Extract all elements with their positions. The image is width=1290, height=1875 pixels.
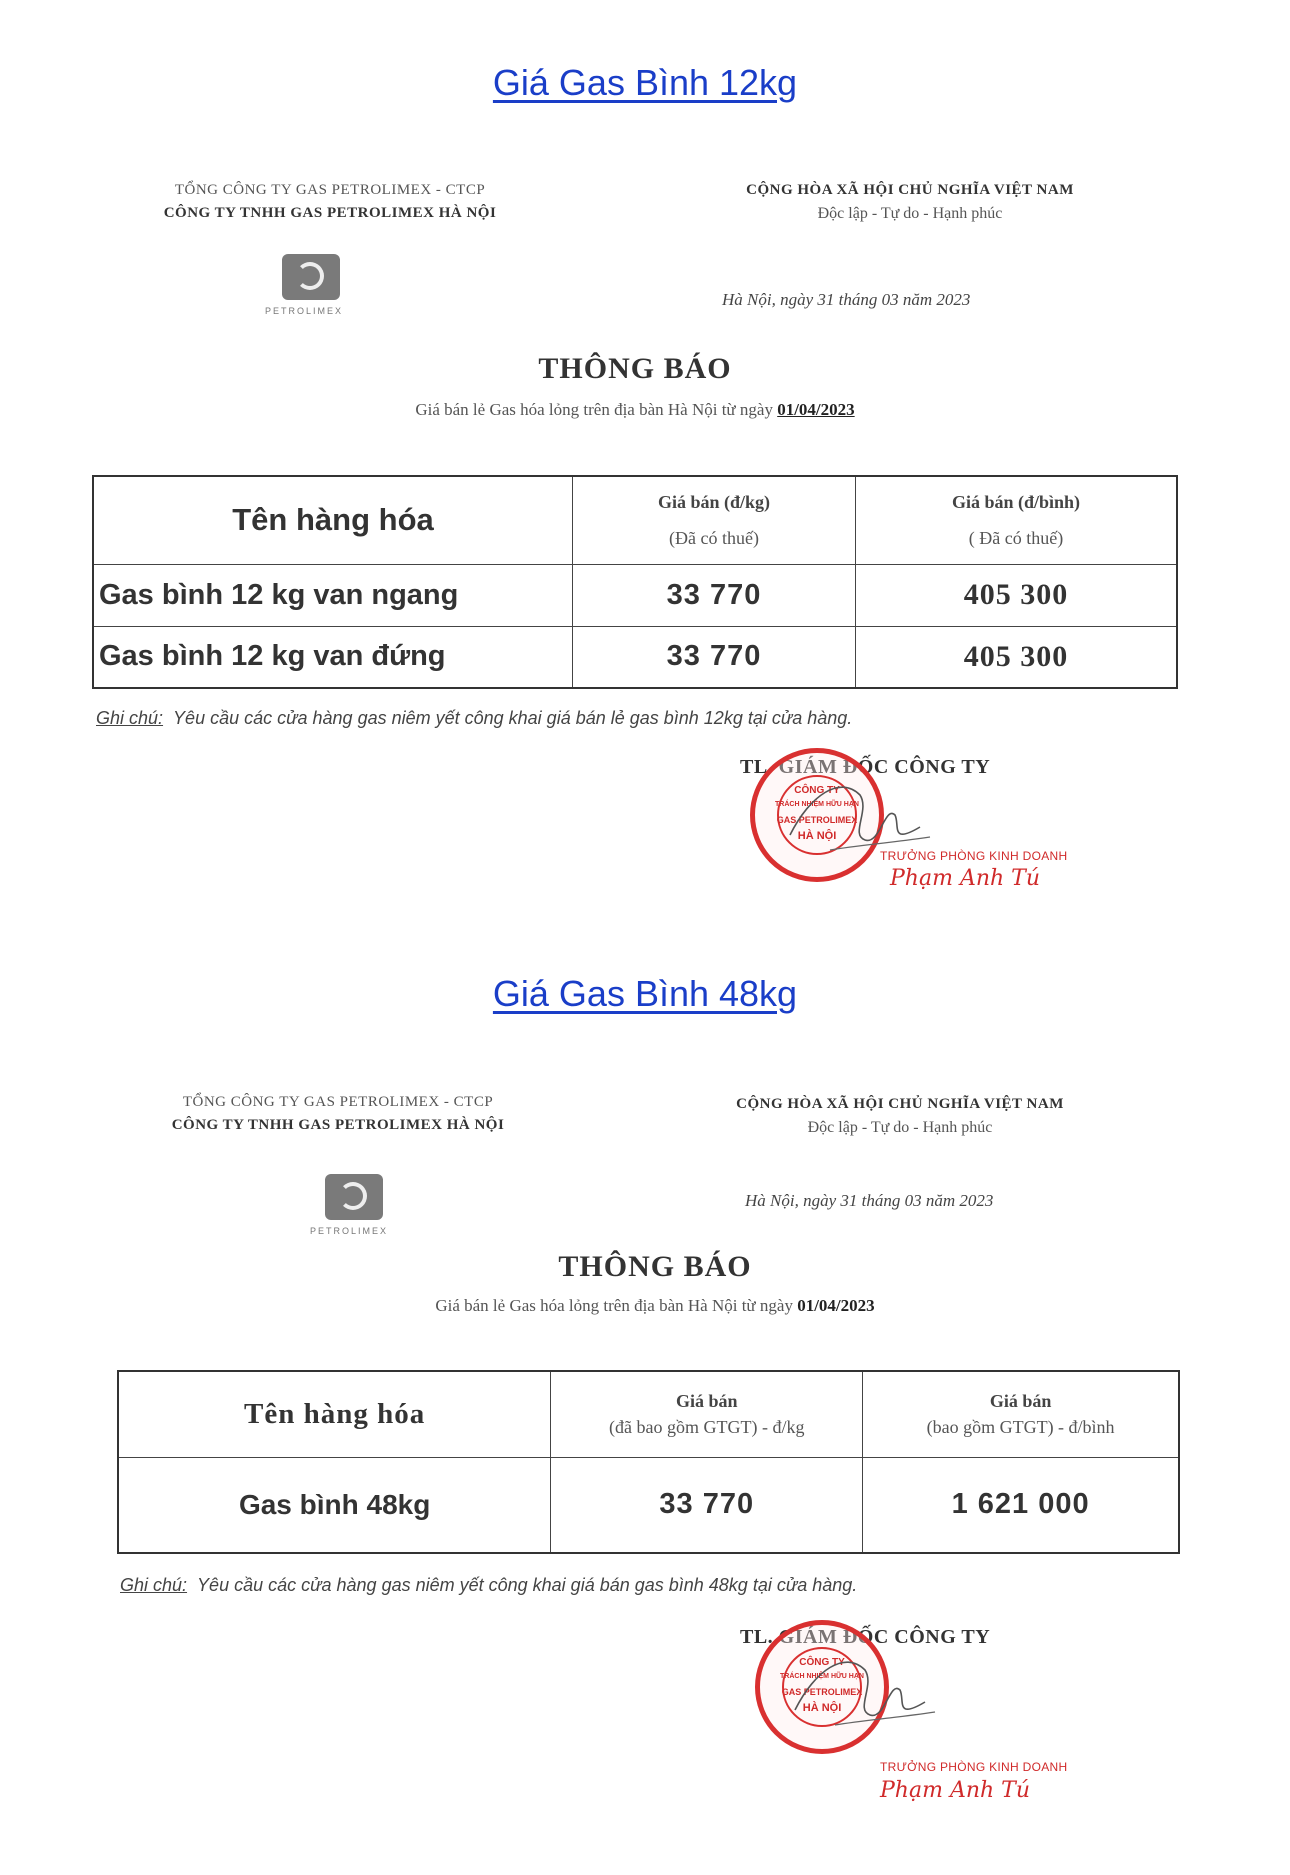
republic-motto: Độc lập - Tự do - Hạnh phúc: [817, 205, 1003, 222]
signature-scribble-icon: [775, 1640, 945, 1740]
signer-position: TRƯỞNG PHÒNG KINH DOANH: [880, 849, 1068, 863]
row-price-binh: 1 621 000: [863, 1457, 1179, 1553]
signer-name: Phạm Anh Tú: [880, 1778, 1031, 1803]
notice-subtitle: Giá bán lẻ Gas hóa lỏng trên địa bàn Hà Nội từ ngày 01/04/2023: [435, 1296, 875, 1315]
notice-subtitle: Giá bán lẻ Gas hóa lỏng trên địa bàn Hà Nội từ ngày 01/04/2023: [415, 400, 855, 419]
table-row: [93, 564, 1177, 626]
row-price-binh: 405 300: [856, 564, 1178, 626]
col-header-name: Tên hàng hóa: [118, 1371, 551, 1457]
row-price-kg: 33 770: [551, 1457, 863, 1553]
note: Ghi chú: Yêu cầu các cửa hàng gas niêm yết công khai giá bán lẻ gas bình 12kg tại cửa hàng.: [96, 708, 853, 728]
row-item-name: Gas bình 12 kg van ngang: [93, 564, 573, 626]
row-price-kg: 33 770: [573, 564, 856, 626]
document-date: Hà Nội, ngày 31 tháng 03 năm 2023: [722, 290, 971, 309]
company-name: CÔNG TY TNHH GAS PETROLIMEX HÀ NỘI: [163, 205, 497, 221]
price-table-12kg: [92, 475, 1178, 689]
note: Ghi chú: Yêu cầu các cửa hàng gas niêm yết công khai giá bán gas bình 48kg tại cửa hàng.: [120, 1575, 858, 1595]
logo-text: PETROLIMEX: [265, 306, 344, 316]
col-header-name: Tên hàng hóa: [93, 476, 573, 564]
parent-company: TỔNG CÔNG TY GAS PETROLIMEX - CTCP: [182, 1094, 494, 1110]
table-row: [93, 626, 1177, 688]
notice-title: THÔNG BÁO: [538, 352, 732, 385]
parent-company: TỔNG CÔNG TY GAS PETROLIMEX - CTCP: [174, 182, 486, 198]
price-table-48kg: [117, 1370, 1180, 1554]
col-header-price-kg: Giá bán (đã bao gồm GTGT) - đ/kg: [551, 1371, 863, 1457]
col-header-price-binh: Giá bán (bao gồm GTGT) - đ/bình: [863, 1371, 1179, 1457]
company-stamp: CÔNG TY TRÁCH NHIỆM HỮU HẠN GAS PETROLIMEX HÀ NỘI: [750, 748, 884, 882]
sign-title: TL. GIÁM ĐỐC CÔNG TY: [740, 756, 991, 778]
table-row: [118, 1457, 1179, 1553]
sign-title: TL. GIÁM ĐỐC CÔNG TY: [740, 1626, 991, 1648]
petrolimex-logo-icon: [325, 1174, 383, 1220]
row-item-name: Gas bình 48kg: [118, 1457, 551, 1553]
row-item-name: Gas bình 12 kg van đứng: [93, 626, 573, 688]
company-stamp: CÔNG TY TRÁCH NHIỆM HỮU HẠN GAS PETROLIMEX HÀ NỘI: [755, 1620, 889, 1754]
company-name: CÔNG TY TNHH GAS PETROLIMEX HÀ NỘI: [171, 1117, 505, 1133]
republic-title: CỘNG HÒA XÃ HỘI CHỦ NGHĨA VIỆT NAM: [746, 182, 1074, 198]
gas-12kg-link[interactable]: Giá Gas Bình 12kg: [492, 62, 798, 103]
row-price-kg: 33 770: [573, 626, 856, 688]
col-header-price-kg: Giá bán (đ/kg) (Đã có thuế): [573, 476, 856, 564]
col-header-price-binh: Giá bán (đ/bình) ( Đã có thuế): [856, 476, 1178, 564]
signer-position: TRƯỞNG PHÒNG KINH DOANH: [880, 1760, 1068, 1774]
document-date: Hà Nội, ngày 31 tháng 03 năm 2023: [745, 1191, 994, 1210]
logo-text: PETROLIMEX: [310, 1226, 389, 1236]
republic-title: CỘNG HÒA XÃ HỘI CHỦ NGHĨA VIỆT NAM: [736, 1096, 1064, 1112]
gas-48kg-link[interactable]: Giá Gas Bình 48kg: [492, 973, 798, 1014]
signer-name: Phạm Anh Tú: [890, 866, 1041, 891]
republic-motto: Độc lập - Tự do - Hạnh phúc: [807, 1119, 993, 1136]
notice-title: THÔNG BÁO: [558, 1250, 752, 1283]
petrolimex-logo-icon: [282, 254, 340, 300]
row-price-binh: 405 300: [856, 626, 1178, 688]
